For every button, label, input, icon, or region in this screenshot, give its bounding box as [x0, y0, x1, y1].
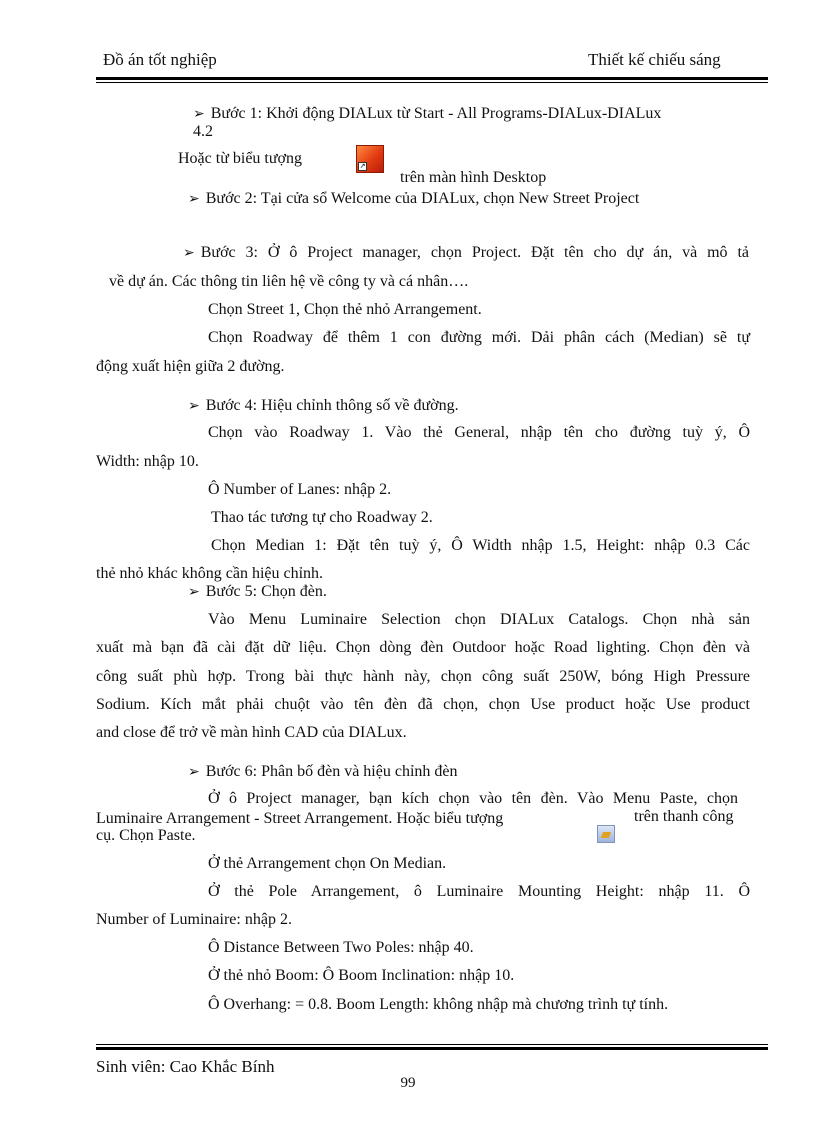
step6	[188, 763, 457, 781]
p-menu-line5: and close để trở về màn hình CAD của DIALux.	[96, 724, 407, 741]
footer-rule-thin	[96, 1044, 768, 1045]
step3-line1	[183, 244, 749, 262]
p-pm-line2: Luminaire Arrangement - Street Arrangement. Hoặc biểu tượng	[96, 810, 504, 827]
p-roadway1-line1: Chọn vào Roadway 1. Vào thẻ General, nhập tên cho đường tuỳ ý, Ô	[208, 424, 750, 441]
footer-student: Sinh viên: Cao Khắc Bính	[96, 1057, 275, 1076]
step2	[188, 190, 639, 208]
step1	[193, 105, 661, 123]
p-menu-line1: Vào Menu Luminaire Selection chọn DIALux Catalogs. Chọn nhà sản	[208, 611, 750, 628]
p-roadway-line2: động xuất hiện giữa 2 đường.	[96, 358, 285, 375]
step5	[188, 583, 327, 601]
bullet-arrow-icon: ➢	[183, 246, 195, 261]
p-menu-line2: xuất mà bạn đã cài đặt dữ liệu. Chọn dòng đèn Outdoor hoặc Road lighting. Chọn đèn và	[96, 639, 750, 656]
step1-cont: 4.2	[193, 123, 213, 140]
footer-rule-thick	[96, 1047, 768, 1050]
step4-text: Bước 4: Hiệu chỉnh thông số về đường.	[205, 397, 459, 414]
p-lanes: Ô Number of Lanes: nhập 2.	[208, 481, 392, 498]
header-rule-thin	[96, 82, 768, 83]
p-median-line1: Chọn Median 1: Đặt tên tuỳ ý, Ô Width nhập 1.5, Height: nhập 0.3 Các	[211, 537, 750, 554]
p-menu-line3: công suất phù hợp. Trong bài thực hành này, chọn công suất 250W, bóng High Pressure	[96, 668, 750, 685]
dialux-app-icon: ↗	[356, 145, 384, 173]
header-rule-thick	[96, 77, 768, 80]
p-roadway-line1: Chọn Roadway để thêm 1 con đường mới. Dải phân cách (Median) sẽ tự	[208, 329, 750, 346]
p-onmedian: Ở thẻ Arrangement chọn On Median.	[208, 855, 447, 872]
bullet-arrow-icon: ➢	[188, 399, 200, 414]
step3-text: Bước 3: Ở ô Project manager, chọn Project. Đặt tên cho dự án, và mô tả	[200, 244, 749, 261]
bullet-arrow-icon: ➢	[188, 585, 200, 600]
p-distance: Ô Distance Between Two Poles: nhập 40.	[208, 939, 474, 956]
step3-line2: về dự án. Các thông tin liên hệ về công ty và cá nhân….	[109, 273, 469, 290]
p-pole-line2: Number of Luminaire: nhập 2.	[96, 911, 292, 928]
page-number: 99	[400, 1075, 416, 1091]
step4	[188, 397, 459, 415]
step1-text: Bước 1: Khởi động DIALux từ Start - All Programs-DIALux-DIALux	[210, 105, 662, 122]
p-menu-line4: Sodium. Kích mắt phải chuột vào tên đèn đã chọn, chọn Use product hoặc Use product	[96, 696, 750, 713]
header-left: Đồ án tốt nghiệp	[103, 50, 217, 69]
p-roadway2: Thao tác tương tự cho Roadway 2.	[211, 509, 433, 526]
alt-icon-text: Hoặc từ biểu tượng	[178, 150, 302, 167]
p-pm-line3: cụ. Chọn Paste.	[96, 827, 196, 844]
bullet-arrow-icon: ➢	[188, 192, 200, 207]
bullet-arrow-icon: ➢	[188, 765, 200, 780]
step5-text: Bước 5: Chọn đèn.	[205, 583, 327, 600]
street-arrangement-icon	[597, 825, 615, 843]
alt-icon-after: trên màn hình Desktop	[400, 169, 547, 186]
p-median-line2: thẻ nhỏ khác không cần hiệu chỉnh.	[96, 565, 324, 582]
p-street1: Chọn Street 1, Chọn thẻ nhỏ Arrangement.	[208, 301, 482, 318]
p-boom: Ở thẻ nhỏ Boom: Ô Boom Inclination: nhập 10.	[208, 967, 515, 984]
p-overhang: Ô Overhang: = 0.8. Boom Length: không nhập mà chương trình tự tính.	[208, 996, 669, 1013]
header-right: Thiết kế chiếu sáng	[588, 50, 721, 69]
p-pole-line1: Ở thẻ Pole Arrangement, ô Luminaire Mounting Height: nhập 11. Ô	[208, 883, 750, 900]
p-pm-line1: Ở ô Project manager, bạn kích chọn vào tên đèn. Vào Menu Paste, chọn	[208, 790, 738, 807]
p-roadway1-line2: Width: nhập 10.	[96, 453, 199, 470]
step2-text: Bước 2: Tại cửa sổ Welcome của DIALux, chọn New Street Project	[205, 190, 640, 207]
bullet-arrow-icon: ➢	[193, 107, 205, 122]
step6-text: Bước 6: Phân bố đèn và hiệu chỉnh đèn	[205, 763, 458, 780]
p-pm-line2-after: trên thanh công	[634, 808, 734, 825]
